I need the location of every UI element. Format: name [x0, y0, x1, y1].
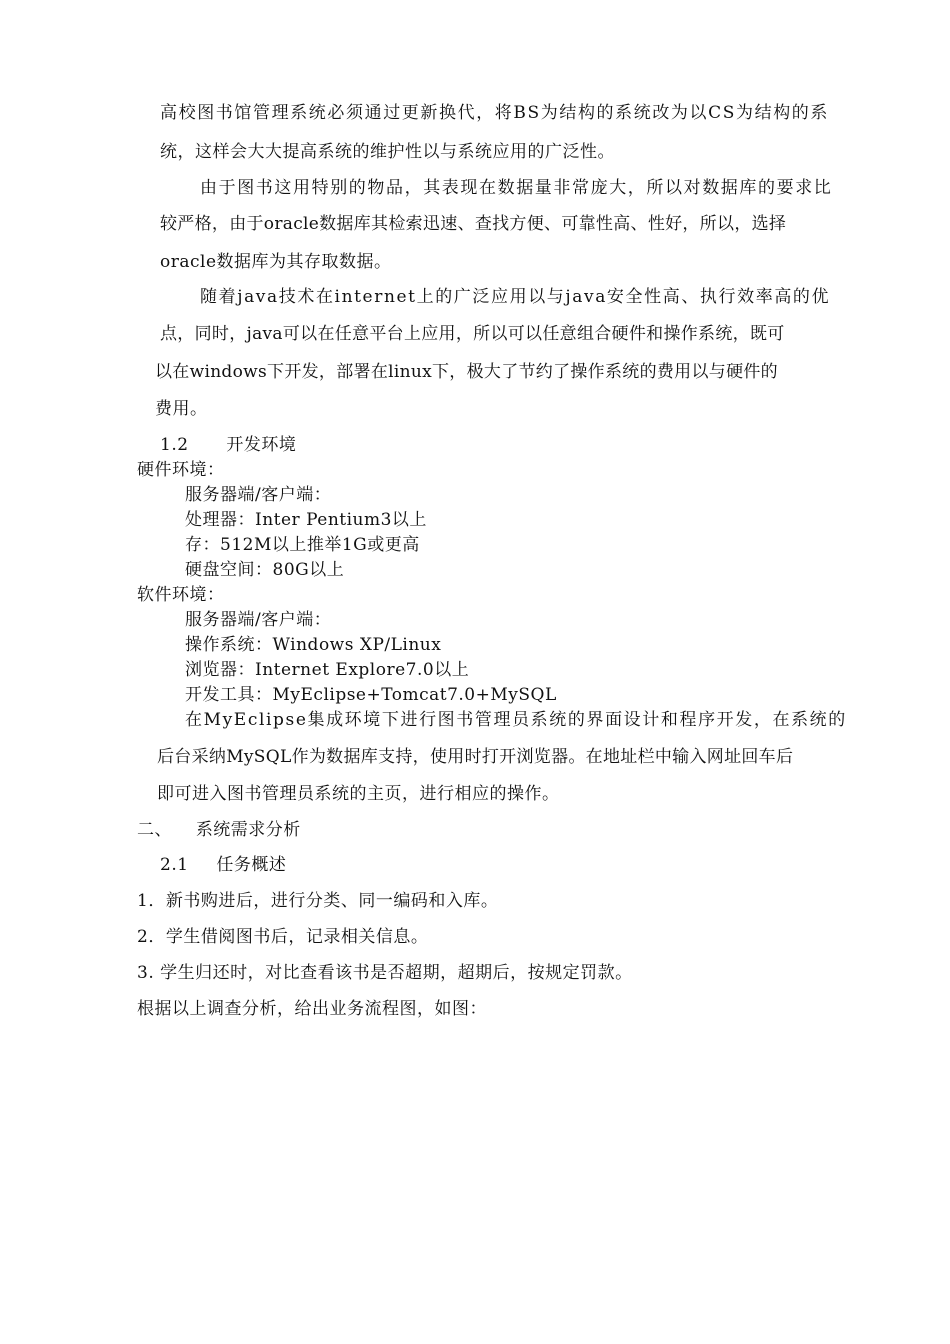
paragraph-3-line-2: 点，同时，java可以在任意平台上应用，所以可以任意组合硬件和操作系统，既可: [160, 324, 785, 344]
section-2-1-number: 2.1: [160, 855, 189, 875]
hardware-item: 硬盘空间：80G以上: [185, 560, 345, 580]
paragraph-1-line-1: 高校图书馆管理系统必须通过更新换代，将BS为结构的系统改为以CS为结构的系: [160, 103, 829, 123]
section-1-2-heading: [160, 433, 296, 457]
hardware-item: 处理器：Inter Pentium3以上: [185, 510, 427, 530]
software-item: 操作系统：Windows XP/Linux: [185, 635, 442, 655]
paragraph-2-line-3: oracle数据库为其存取数据。: [160, 252, 392, 272]
section-2-1-heading: [160, 853, 286, 877]
task-item: 3. 学生归还时，对比查看该书是否超期，超期后，按规定罚款。: [137, 963, 633, 983]
paragraph-1-line-2: 统，这样会大大提高系统的维护性以与系统应用的广泛性。: [160, 142, 615, 162]
hardware-heading: 硬件环境：: [137, 460, 225, 480]
conclusion-text: 根据以上调查分析，给出业务流程图，如图：: [137, 999, 487, 1019]
paragraph-2-line-1: 由于图书这用特别的物品，其表现在数据量非常庞大，所以对数据库的要求比: [200, 178, 833, 198]
paragraph-3-line-4: 费用。: [155, 399, 208, 419]
hardware-item: 存：512M以上推举1G或更高: [185, 535, 420, 555]
paragraph-4-line-1: 在MyEclipse集成环境下进行图书管理员系统的界面设计和程序开发，在系统的: [185, 710, 847, 730]
paragraph-2-line-2: 较严格，由于oracle数据库其检索迅速、查找方便、可靠性高、性好，所以，选择: [160, 214, 787, 234]
paragraph-3-line-3: 以在windows下开发，部署在linux下，极大了节约了操作系统的费用以与硬件的: [155, 362, 778, 382]
section-1-2-title: 开发环境: [226, 435, 297, 455]
paragraph-3-line-1: 随着java技术在internet上的广泛应用以与java安全性高、执行效率高的优: [200, 287, 831, 307]
paragraph-4-line-3: 即可进入图书管理员系统的主页，进行相应的操作。: [157, 784, 560, 804]
section-2-1-title: 任务概述: [216, 855, 287, 875]
software-heading: 软件环境：: [137, 585, 225, 605]
software-item: 浏览器：Internet Explore7.0以上: [185, 660, 470, 680]
task-item: 2．学生借阅图书后，记录相关信息。: [137, 927, 429, 947]
section-1-2-number: 1.2: [160, 435, 189, 455]
chapter-2-heading: [137, 818, 301, 842]
task-item: 1．新书购进后，进行分类、同一编码和入库。: [137, 891, 499, 911]
paragraph-4-line-2: 后台采纳MySQL作为数据库支持，使用时打开浏览器。在地址栏中输入网址回车后: [157, 747, 794, 767]
software-item: 服务器端/客户端：: [185, 610, 332, 630]
software-item: 开发工具：MyEclipse+Tomcat7.0+MySQL: [185, 685, 557, 705]
chapter-2-number: 二、: [137, 820, 172, 840]
chapter-2-title: 系统需求分析: [195, 820, 301, 840]
hardware-item: 服务器端/客户端：: [185, 485, 332, 505]
